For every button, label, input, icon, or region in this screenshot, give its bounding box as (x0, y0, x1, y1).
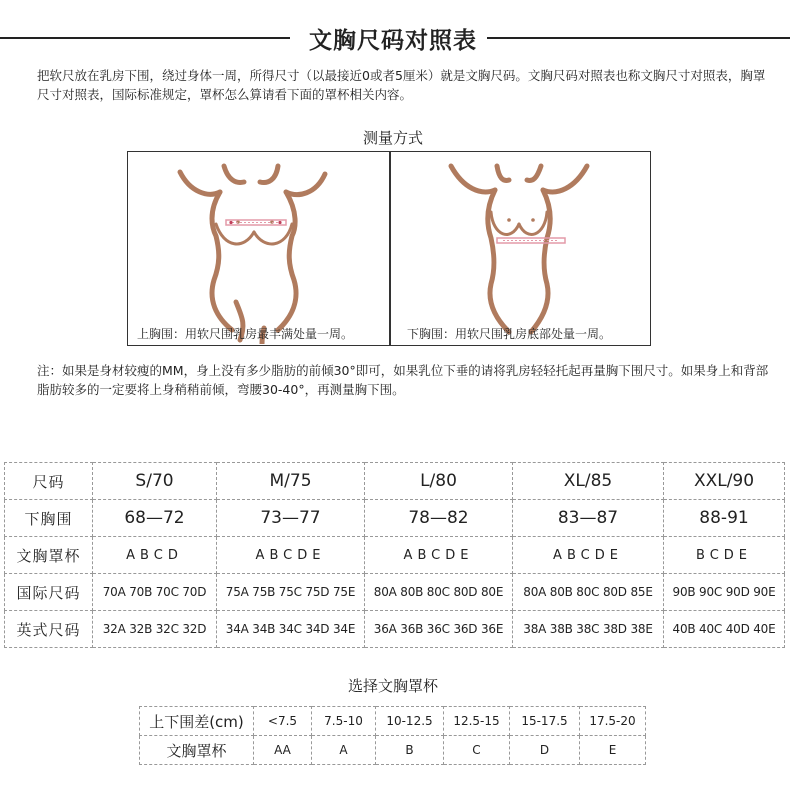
table-row (5, 574, 785, 611)
size-cell: M/75 (217, 463, 365, 500)
intl-size-cell: 90B 90C 90D 90E (664, 574, 785, 611)
table-row (140, 736, 646, 765)
size-cell: S/70 (93, 463, 217, 500)
cup-label: 文胸罩杯 (140, 736, 254, 765)
underbust-cell: 78—82 (365, 500, 513, 537)
row-label: 尺码 (5, 463, 93, 500)
diff-cell: 17.5-20 (580, 707, 646, 736)
intl-size-cell: 70A 70B 70C 70D (93, 574, 217, 611)
row-label: 国际尺码 (5, 574, 93, 611)
left-arm-outline (180, 172, 220, 194)
left-torso-outline (212, 192, 232, 330)
size-cell: L/80 (365, 463, 513, 500)
underbust-cell: 88-91 (664, 500, 785, 537)
underbust-cell: 68—72 (93, 500, 217, 537)
cup-value: AA (254, 736, 312, 765)
cup-value: B (376, 736, 444, 765)
cup-value: D (510, 736, 580, 765)
title-row (0, 18, 790, 58)
right-breast (519, 212, 547, 234)
intl-size-cell: 80A 80B 80C 80D 85E (513, 574, 664, 611)
cup-value: E (580, 736, 646, 765)
uk-size-cell: 38A 38B 38C 38D 38E (513, 611, 664, 648)
uk-size-cell: 36A 36B 36C 36D 36E (365, 611, 513, 648)
title-line-right (487, 37, 790, 39)
upper-bust-caption: 上胸围：用软尺围乳房最丰满处量一周。 (137, 327, 354, 341)
intl-size-cell: 80A 80B 80C 80D 80E (365, 574, 513, 611)
intro-text: 把软尺放在乳房下围，绕过身体一周，所得尺寸（以最接近0或者5厘米）就是文胸尺码。文胸尺码对照表也称文胸尺寸对照表，胸罩尺寸对照表，国际标准规定，罩杯怎么算请看下面的罩杯相关内容。 (37, 68, 766, 102)
cup-section-title: 选择文胸罩杯 (347, 677, 438, 695)
left-breast (216, 224, 254, 244)
uk-size-cell: 32A 32B 32C 32D (93, 611, 217, 648)
measure-note: 注：如果是身材较瘦的MM，身上没有多少脂肪的前倾30°即可，如果乳位下垂的请将乳房轻轻托起再量胸下围尺寸。如果身上和背部脂肪较多的一定要将上身稍稍前倾，弯腰30-40°，再测量胸下围。 (37, 363, 769, 397)
table-row (5, 500, 785, 537)
underbust-cell: 73—77 (217, 500, 365, 537)
table-row (140, 707, 646, 736)
cup-cell: ABCD (93, 537, 217, 574)
intl-size-cell: 75A 75B 75C 75D 75E (217, 574, 365, 611)
upper-measuring-tape (226, 220, 286, 225)
cup-table (139, 706, 646, 765)
cup-cell: BCDE (664, 537, 785, 574)
diff-cell: 15-17.5 (510, 707, 580, 736)
diff-cell: 7.5-10 (312, 707, 376, 736)
table-row (5, 463, 785, 500)
cup-cell: ABCDE (217, 537, 365, 574)
measure-title: 测量方式 (362, 129, 423, 147)
cup-cell: ABCDE (513, 537, 664, 574)
right-breast (254, 224, 292, 244)
cup-value: A (312, 736, 376, 765)
under-bust-caption: 下胸围：用软尺围乳房底部处量一周。 (407, 327, 612, 341)
size-cell: XXL/90 (664, 463, 785, 500)
left-breast (491, 212, 519, 234)
table-row (5, 611, 785, 648)
underbust-cell: 83—87 (513, 500, 664, 537)
row-label: 下胸围 (5, 500, 93, 537)
table-row (5, 537, 785, 574)
diff-label: 上下围差(cm) (140, 707, 254, 736)
cup-cell: ABCDE (365, 537, 513, 574)
diff-cell: <7.5 (254, 707, 312, 736)
title-line-left (0, 37, 290, 39)
diff-cell: 10-12.5 (376, 707, 444, 736)
row-label: 英式尺码 (5, 611, 93, 648)
diff-cell: 12.5-15 (444, 707, 510, 736)
size-cell: XL/85 (513, 463, 664, 500)
right-torso-outline (278, 192, 296, 330)
uk-size-cell: 34A 34B 34C 34D 34E (217, 611, 365, 648)
uk-size-cell: 40B 40C 40D 40E (664, 611, 785, 648)
size-table (4, 462, 785, 648)
upper-bust-figure (128, 152, 389, 344)
under-measuring-tape (497, 238, 565, 243)
under-bust-figure (391, 152, 651, 344)
page-title: 文胸尺码对照表 (309, 28, 477, 54)
measure-figure (127, 151, 651, 346)
cup-value: C (444, 736, 510, 765)
row-label: 文胸罩杯 (5, 537, 93, 574)
